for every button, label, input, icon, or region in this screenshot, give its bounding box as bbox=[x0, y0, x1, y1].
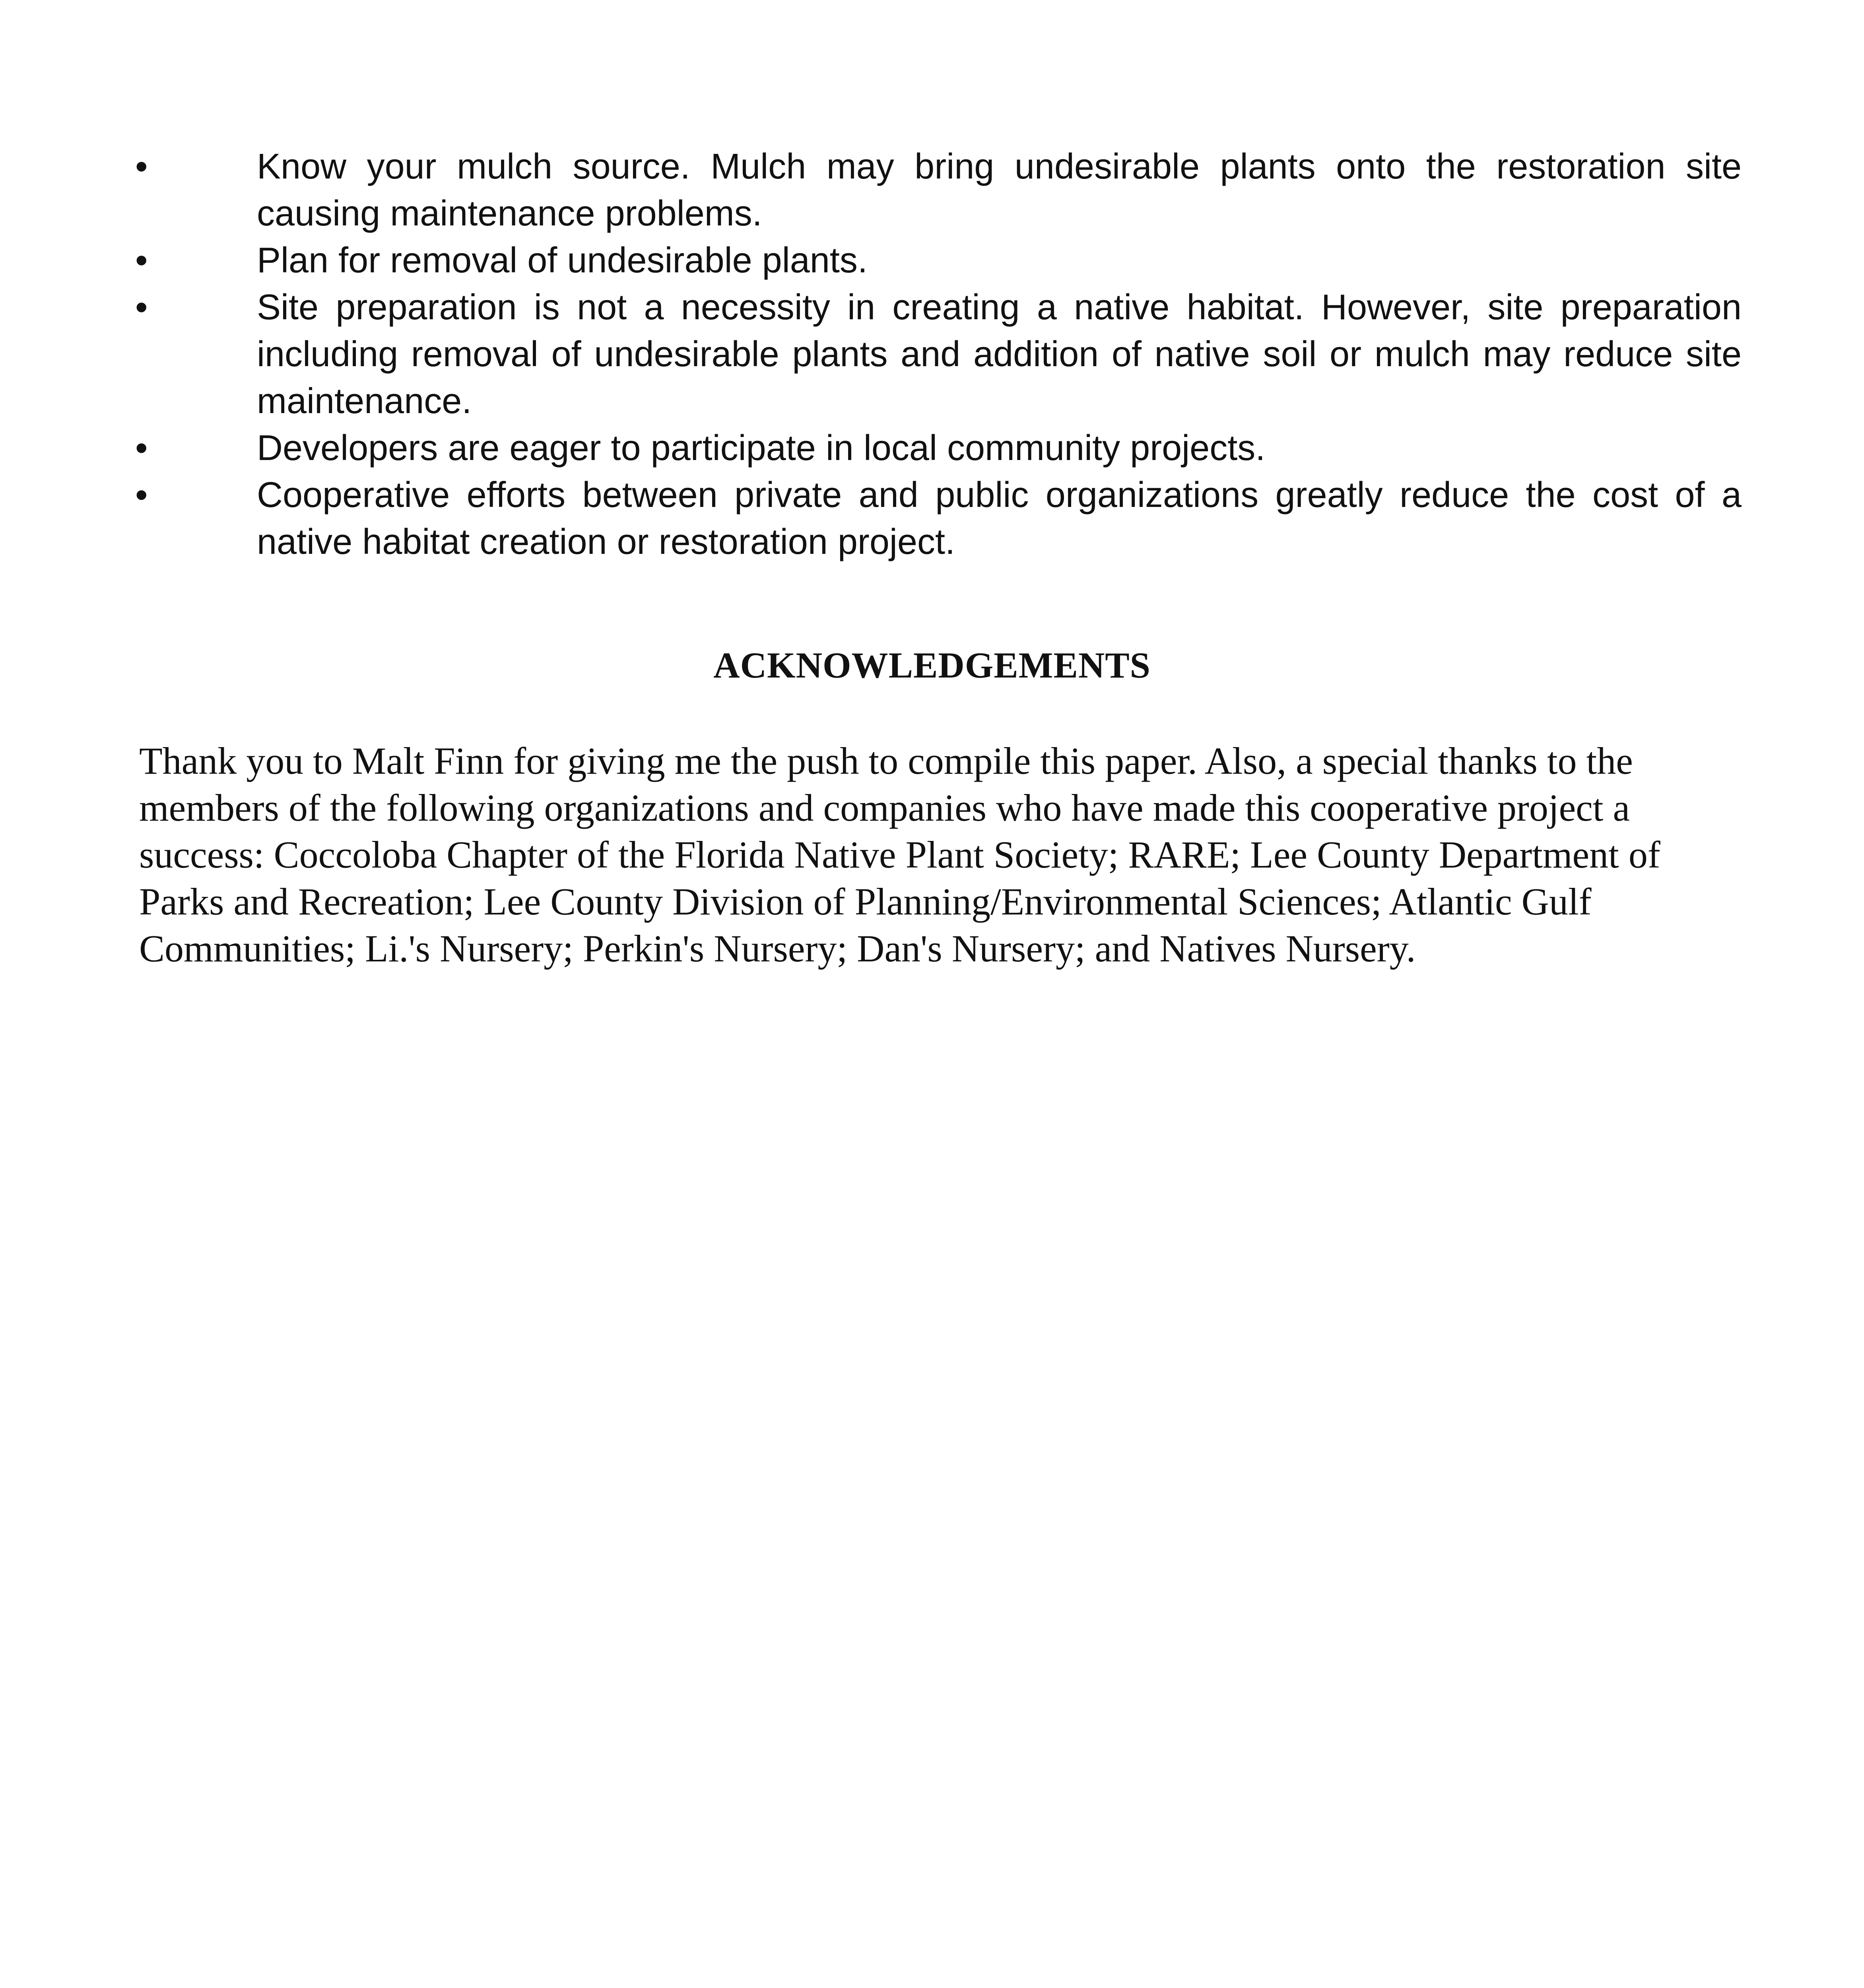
bullet-icon: • bbox=[135, 147, 148, 186]
list-item bbox=[135, 425, 1742, 472]
list-item bbox=[135, 143, 1742, 237]
acknowledgements-heading: ACKNOWLEDGEMENTS bbox=[713, 645, 1151, 685]
list-item-text: Site preparation is not a necessity in creating a native habitat. However, site preparation including removal of undesirable plants and addition of native soil or mulch may reduce site maintenance. bbox=[257, 287, 1742, 421]
list-item bbox=[135, 472, 1742, 565]
bullet-icon: • bbox=[135, 241, 148, 280]
bullet-icon: • bbox=[135, 287, 148, 327]
list-item-text: Plan for removal of undesirable plants. bbox=[257, 241, 868, 280]
acknowledgements-paragraph: Thank you to Malt Finn for giving me the push to compile this paper. Also, a special thanks to the members of the following organizations and companies who have made this cooperative project a success: Coccoloba Chapter of the Florida Native Plant Society; RARE; Lee County Department of Parks and Recreation; Lee County Division of Planning/Environmental Sciences; Atlantic Gulf Communities; Li.'s Nursery; Perkin's Nursery; Dan's Nursery; and Natives Nursery. bbox=[139, 740, 1660, 970]
bullet-icon: • bbox=[135, 475, 148, 515]
bullet-icon: • bbox=[135, 428, 148, 468]
list-item-text: Know your mulch source. Mulch may bring undesirable plants onto the restoration site causing maintenance problems. bbox=[257, 147, 1742, 233]
list-item-text: Developers are eager to participate in local community projects. bbox=[257, 428, 1266, 468]
recommendations-list bbox=[135, 143, 1742, 565]
list-item bbox=[135, 237, 1742, 284]
list-item-text: Cooperative efforts between private and public organizations greatly reduce the cost of a native habitat creation or restoration project. bbox=[257, 475, 1742, 562]
list-item bbox=[135, 284, 1742, 425]
